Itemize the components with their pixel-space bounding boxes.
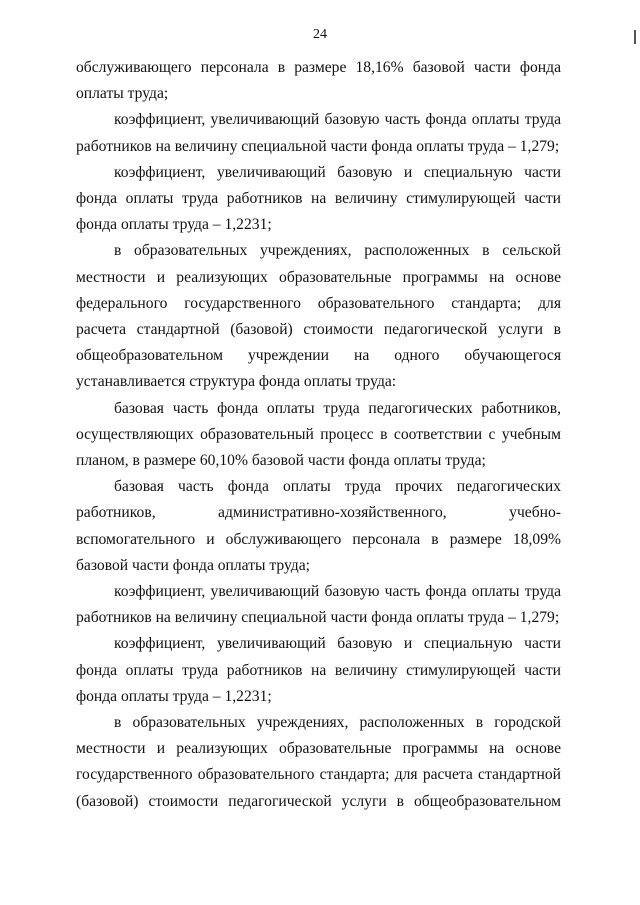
page-number: 24	[313, 27, 327, 42]
paragraph-coefficient-special: коэффициент, увеличивающий базовую часть фонда оплаты труда работников на величину специальной части фонда оплаты труда – 1,279;	[76, 111, 561, 155]
paragraph-urban-schools: в образовательных учреждениях, расположенных в городской местности и реализующих образовательные программы на основе государственного образовательного стандарта; для расчета стандартной (базовой) стоимости педагогической услуги в общеобразовательном	[76, 714, 561, 810]
document-body	[76, 55, 561, 815]
paragraph-rural-schools: в образовательных учреждениях, расположенных в сельской местности и реализующих образовательные программы на основе федерального государственного образовательного стандарта; для расчета стандартной (базовой) стоимости педагогической услуги в общеобразовательном учреждении на одного обучающегося устанавливается структура фонда оплаты труда:	[76, 242, 561, 391]
paragraph-continuation: обслуживающего персонала в размере 18,16% базовой части фонда оплаты труда;	[76, 59, 561, 103]
paragraph-coefficient-special-2: коэффициент, увеличивающий базовую часть фонда оплаты труда работников на величину специальной части фонда оплаты труда – 1,279;	[76, 583, 561, 627]
paragraph-coefficient-stimulating-2: коэффициент, увеличивающий базовую и специальную части фонда оплаты труда работников на величину стимулирующей части фонда оплаты труда – 1,2231;	[76, 635, 561, 705]
paragraph-base-other-staff: базовая часть фонда оплаты труда прочих педагогических работников, административно-хозяйственного, учебно-вспомогательного и обслуживающего персонала в размере 18,09% базовой части фонда оплаты труда;	[76, 478, 561, 574]
paragraph-base-teaching-staff: базовая часть фонда оплаты труда педагогических работников, осуществляющих образовательный процесс в соответствии с учебным планом, в размере 60,10% базовой части фонда оплаты труда;	[76, 399, 561, 470]
paragraph-coefficient-stimulating: коэффициент, увеличивающий базовую и специальную части фонда оплаты труда работников на величину стимулирующей части фонда оплаты труда – 1,2231;	[76, 163, 561, 234]
